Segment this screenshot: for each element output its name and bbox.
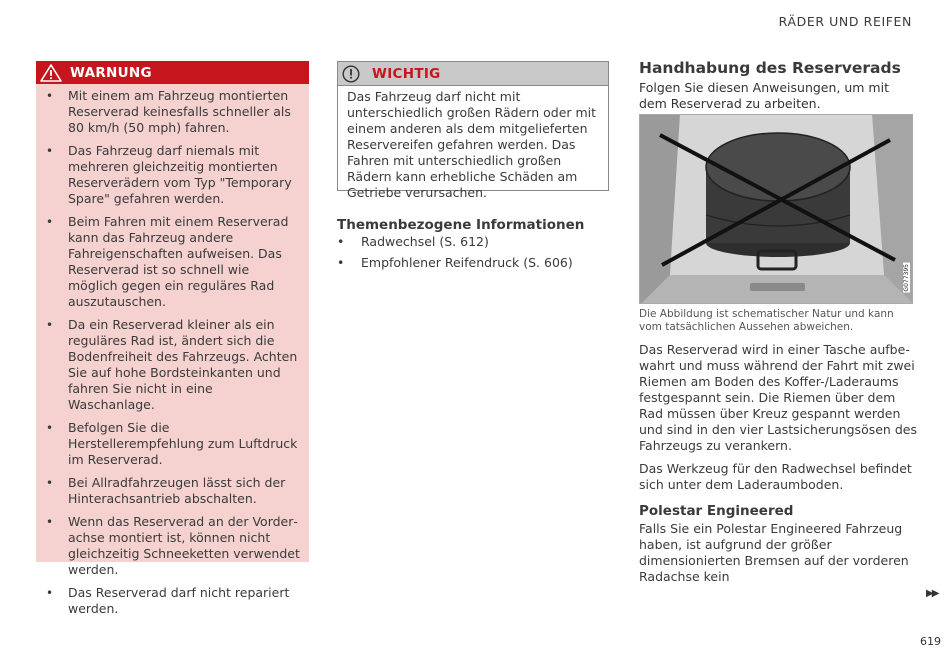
- figure-code: G077395: [903, 264, 910, 292]
- subheading: Polestar Engineered: [639, 503, 794, 519]
- related-link-wheel-change[interactable]: • Radwechsel (S. 612): [337, 234, 573, 250]
- warning-item: • Befolgen Sie die Herstellerempfehlung zum Luftdruck im Reserverad.: [46, 420, 301, 468]
- body-paragraph: Falls Sie ein Polestar Engineered Fahrzeug haben, ist aufgrund der größer dimensionierten Bremsen auf der vorderen Radachse kein: [639, 521, 909, 584]
- intro-text: Folgen Sie diesen Anweisungen, um mit dem Reserverad zu arbeiten.: [639, 80, 889, 111]
- related-info-title: Themenbezogene Informationen: [337, 217, 585, 233]
- related-link-tyre-pressure[interactable]: • Empfohlener Reifendruck (S. 606): [337, 255, 573, 271]
- important-title: WICHTIG: [372, 65, 441, 82]
- body-paragraph: Das Werkzeug für den Radwechsel befindet sich unter dem Laderaumboden.: [639, 461, 912, 492]
- page-number: 619: [920, 635, 941, 648]
- warning-header: [36, 61, 309, 84]
- warning-item: • Mit einem am Fahrzeug montierten Reserverad keinesfalls schneller als 80 km/h (50 mph) fahren.: [46, 88, 301, 136]
- page-title: Handhabung des Reserverads: [639, 59, 901, 77]
- warning-list: [36, 84, 309, 617]
- warning-item: • Beim Fahren mit einem Reserverad kann das Fahrzeug andere Fahreigenschaften aufweisen. Das Reserverad ist so schnell wie möglich gegen ein reguläres Rad auszutauschen.: [46, 214, 301, 310]
- important-header: [338, 62, 608, 86]
- warning-box: [36, 61, 309, 616]
- warning-item: • Wenn das Reserverad an der Vorderachse montiert ist, können nicht gleichzeitig Schneeketten verwendet werden.: [46, 514, 301, 578]
- warning-title: WARNUNG: [70, 64, 152, 81]
- warning-item: • Das Reserverad darf nicht repariert werden.: [46, 585, 301, 617]
- warning-item: • Das Fahrzeug darf niemals mit mehreren gleichzeitig montierten Reserverädern vom Typ "Temporary Spare" gefahren werden.: [46, 143, 301, 207]
- figure-caption: Die Abbildung ist schematischer Natur und kann vom tatsächlichen Aussehen abweichen.: [639, 308, 894, 333]
- warning-triangle-icon: [40, 64, 62, 82]
- warning-item: • Bei Allradfahrzeugen lässt sich der Hinterachsantrieb abschalten.: [46, 475, 301, 507]
- warning-item: • Da ein Reserverad kleiner als ein reguläres Rad ist, ändert sich die Bodenfreiheit des Fahrzeugs. Achten Sie auf hohe Bordsteinkanten und fahren Sie nicht in eine Waschanlage.: [46, 317, 301, 413]
- body-paragraph: Das Reserverad wird in einer Tasche aufbewahrt und muss während der Fahrt mit zwei Riemen am Boden des Koffer-/Laderaums festgespannt sein. Die Riemen über dem Rad müssen über Kreuz gespannt werden und sind in den vier Lastsicherungsösen des Fahrzeugs zu verankern.: [639, 342, 917, 453]
- important-box: [337, 61, 609, 200]
- related-info-list: [337, 234, 573, 276]
- continue-arrows-icon: ▶▶: [926, 588, 938, 599]
- section-header: RÄDER UND REIFEN: [778, 14, 912, 29]
- important-text: Das Fahrzeug darf nicht mit unterschiedlich großen Rädern oder mit einem anderen als dem mitgelieferten Reservereifen gefahren werden. Das Fahren mit unterschiedlich großen Rädern kann erhebliche Schäden am Getriebe verursachen.: [347, 89, 597, 200]
- spare-wheel-illustration: [639, 114, 913, 304]
- exclamation-circle-icon: [342, 65, 360, 83]
- cargo-area-drawing: [640, 115, 913, 304]
